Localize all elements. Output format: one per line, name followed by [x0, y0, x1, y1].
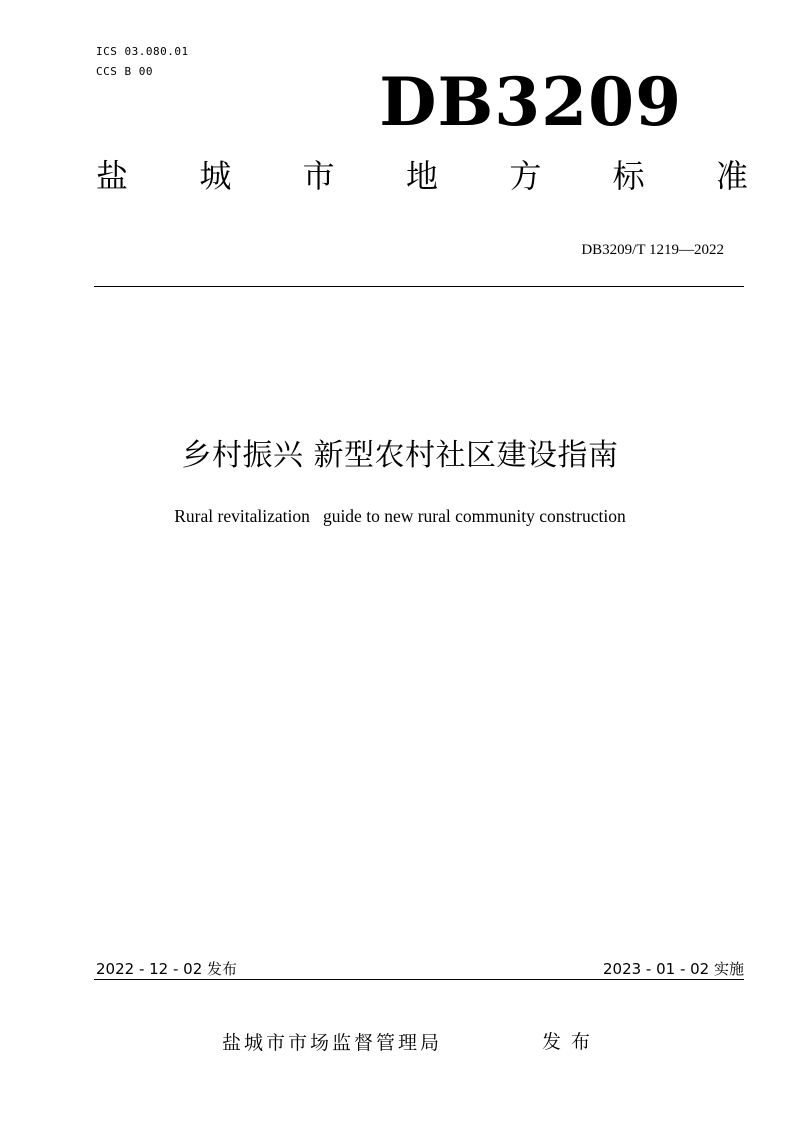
standard-type-char: 方	[509, 157, 542, 195]
document-title-english: Rural revitalization guide to new rural community construction	[174, 506, 626, 526]
standard-logo: DB3209	[379, 63, 682, 141]
implementation-date: 2023 - 01 - 02 实施	[602, 960, 744, 978]
classification-codes	[96, 42, 189, 82]
standard-type-char: 市	[302, 157, 335, 195]
footer-divider	[94, 979, 744, 980]
publisher-name: 盐城市市场监督管理局	[222, 1032, 443, 1054]
issue-date: 2022 - 12 - 02 发布	[96, 960, 238, 978]
standard-type-char: 盐	[96, 157, 129, 195]
publish-label: 发布	[542, 1031, 601, 1053]
ics-code: ICS 03.080.01	[96, 45, 189, 58]
standard-type-char: 标	[612, 157, 645, 195]
header-divider	[94, 286, 744, 287]
standard-type-char: 地	[405, 157, 438, 195]
document-title-chinese: 乡村振兴 新型农村社区建设指南	[181, 438, 619, 473]
standard-type-char: 城	[199, 157, 232, 195]
ccs-code: CCS B 00	[96, 65, 153, 78]
standard-type-heading	[96, 154, 748, 198]
standard-type-char: 准	[715, 157, 748, 195]
standard-number: DB3209/T 1219—2022	[581, 242, 724, 258]
